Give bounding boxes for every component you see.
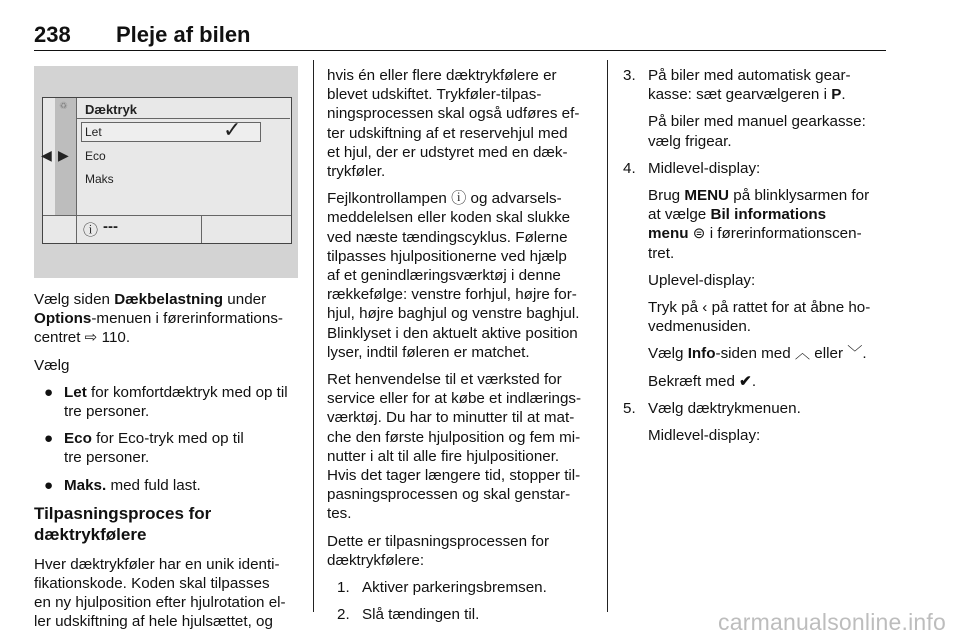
paragraph: Vælg xyxy=(34,356,70,374)
status-dashes: --- xyxy=(103,218,118,235)
column-1 xyxy=(34,290,298,640)
section-heading: Tilpasningsproces for dæktrykfølere xyxy=(34,503,212,544)
right-arrow-icon: ▶ xyxy=(58,147,69,163)
option-maks: Maks xyxy=(85,172,114,186)
vehicle-icon: ⊜ xyxy=(692,225,706,243)
paragraph: Midlevel-display: xyxy=(648,427,761,445)
watermark: carmanualsonline.info xyxy=(718,609,946,635)
paragraph: Tryk på ‹ på rattet for at åbne ho- vedmenusiden. xyxy=(648,299,871,336)
paragraph: Bekræft med ✔. xyxy=(648,372,757,390)
paragraph: Dette er tilpasningsprocessen for dæktrykfølere: xyxy=(327,532,550,569)
list-item: 4. Midlevel-display: xyxy=(623,159,761,177)
paragraph: Vælg Info-siden med ︿ eller ﹀. xyxy=(648,345,867,363)
list-item: 1. Aktiver parkeringsbremsen. xyxy=(337,579,547,597)
option-let: Let xyxy=(85,125,102,139)
checkmark-icon: ✓ xyxy=(223,117,242,142)
chevron-down-icon: ﹀ xyxy=(847,345,863,363)
page-number: 238 xyxy=(34,22,71,47)
page-ref[interactable]: 110. xyxy=(101,329,131,347)
checkmark-icon: ✔ xyxy=(739,372,752,390)
page-header xyxy=(34,22,886,51)
paragraph: Hver dæktrykføler har en unik identi- fikationskode. Koden skal tilpasses en ny hjulposition efter hjulrotation el- ler udskiftning af hele hjulsættet, og xyxy=(34,555,286,631)
paragraph: hvis én eller flere dæktrykfølere er blevet udskiftet. Trykføler-tilpas- ningsprocessen skal også udføres ef- ter udskiftning af et reservehjul med et hjul, der er udstyret med en dæk- trykføler. xyxy=(327,67,580,181)
warning-lamp-icon: ⓘ xyxy=(451,190,467,208)
paragraph: På biler med manuel gearkasse: vælg frigear. xyxy=(648,113,866,150)
column-3 xyxy=(623,66,887,453)
paragraph: Vælg siden Dækbelastning under Options-menuen i førerinformations- centret ⇨ 110. xyxy=(34,291,283,347)
list-item: ● Let for komfortdæktryk med op til tre personer. xyxy=(44,383,288,421)
left-arrow-icon: ◀ xyxy=(41,147,52,163)
column-divider xyxy=(313,60,314,612)
list-item: 5. Vælg dæktrykmenuen. xyxy=(623,399,801,417)
tpms-warning-icon: ⓘ xyxy=(83,222,99,239)
page-ref-icon: ⇨ xyxy=(84,329,98,347)
screen-title: Dæktryk xyxy=(85,102,138,117)
paragraph: Brug MENU på blinklysarmen for at vælge Bil informations menu ⊜ i førerinformationscen- tret. xyxy=(648,187,870,262)
list-item: ● Eco for Eco-tryk med op til tre personer. xyxy=(44,430,244,467)
chevron-up-icon: ︿ xyxy=(794,345,811,363)
column-2 xyxy=(327,66,593,632)
list-item: 2. Slå tændingen til. xyxy=(337,606,480,624)
list-item: ● Maks. med fuld last. xyxy=(44,476,201,494)
option-eco: Eco xyxy=(85,149,106,163)
menu-icon: ♽ xyxy=(59,101,68,112)
paragraph: Fejlkontrollampen ⓘ og advarsels- meddelelsen eller koden skal slukke ved næste tændingscyklus. Følerne tilpasses hjulpositionerne ved hjælp af et genindlæringsværktøj i denne rækkefølge: venstre forhjul, højre for- hjul, højre baghjul og venstre baghjul. Blinklyset i den aktuelt aktive position lyser, indtil føleren er matchet. xyxy=(327,190,580,361)
paragraph: Uplevel-display: xyxy=(648,271,756,289)
chevron-left-icon: ‹ xyxy=(702,299,708,317)
page-title: Pleje af bilen xyxy=(116,22,251,47)
column-divider xyxy=(607,60,608,612)
paragraph: Ret henvendelse til et værksted for service eller for at købe et indlærings- værktøj. Du har to minutter til at mat- che den første hjulposition og fem mi- nutter i alt til alle fire hjulpositioner. Hvis det tager længere tid, stopper til- pasningsprocessen og skal genstar- tes. xyxy=(327,371,582,523)
list-item: 3. På biler med automatisk gear- kasse: sæt gearvælgeren i P. xyxy=(623,67,851,104)
display-illustration xyxy=(34,66,298,278)
tire-pressure-screen xyxy=(42,97,292,244)
